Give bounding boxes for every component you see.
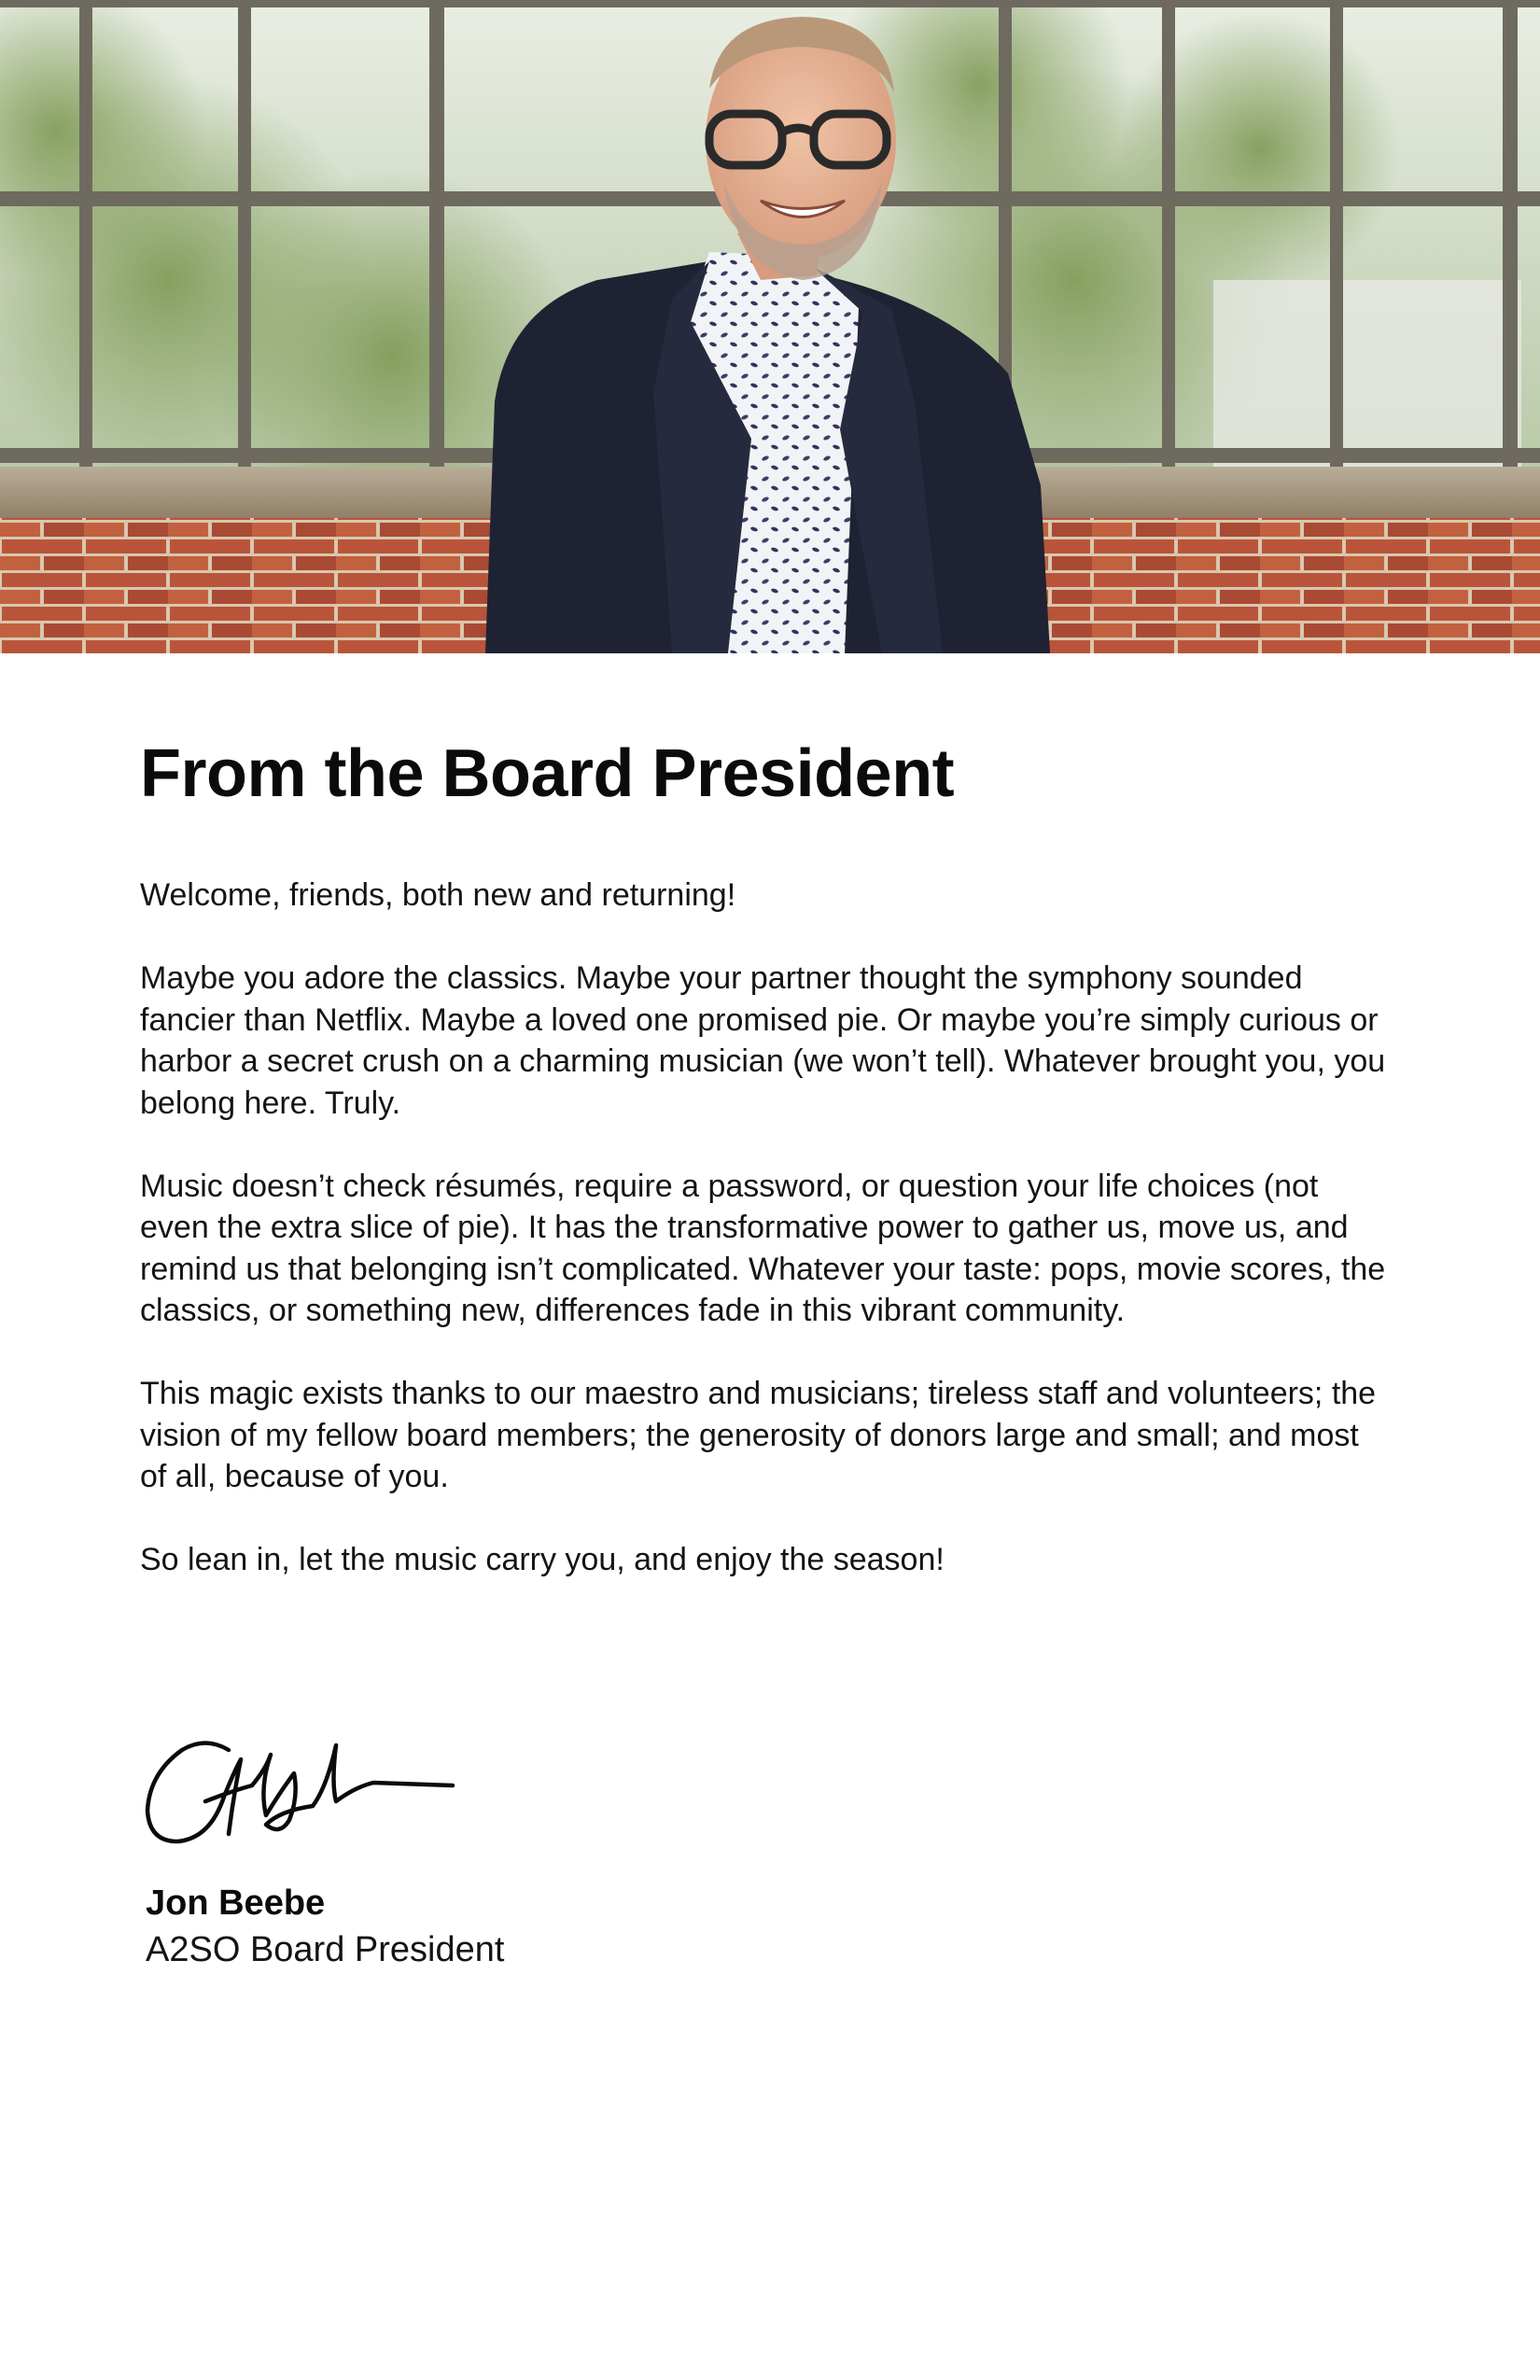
letter-paragraphs <box>140 875 1391 1581</box>
signer-name: Jon Beebe <box>146 1883 326 1923</box>
signer-block <box>146 1881 504 1974</box>
signer-title: A2SO Board President <box>146 1930 505 1969</box>
letter-body <box>140 737 1391 1622</box>
handwritten-signature <box>140 1731 467 1848</box>
page-title: From the Board President <box>140 736 955 811</box>
hero-photo <box>0 0 1540 653</box>
paragraph-music: Music doesn’t check résumés, require a password, or question your life choices (not even the extra slice of pie). It has the transformative power to gather us, move us, and remind us that belonging isn’t complicated. Whatever your taste: pops, movie scores, the classics, or something new, differences fade in this vibrant community. <box>140 1168 1386 1329</box>
portrait-illustration <box>0 0 1540 653</box>
paragraph-reasons: Maybe you adore the classics. Maybe your partner thought the symphony sounded fancier than Netflix. Maybe a loved one promised pie. Or maybe you’re simply curious or harbor a secret crush on a charming musician (we won’t tell). Whatever brought you, you belong here. Truly. <box>140 960 1386 1121</box>
paragraph-welcome: Welcome, friends, both new and returning! <box>140 877 736 914</box>
paragraph-thanks: This magic exists thanks to our maestro and musicians; tireless staff and volunteers; the vision of my fellow board members; the generosity of donors large and small; and most of all, because of you. <box>140 1376 1377 1495</box>
paragraph-closing: So lean in, let the music carry you, and enjoy the season! <box>140 1542 945 1578</box>
